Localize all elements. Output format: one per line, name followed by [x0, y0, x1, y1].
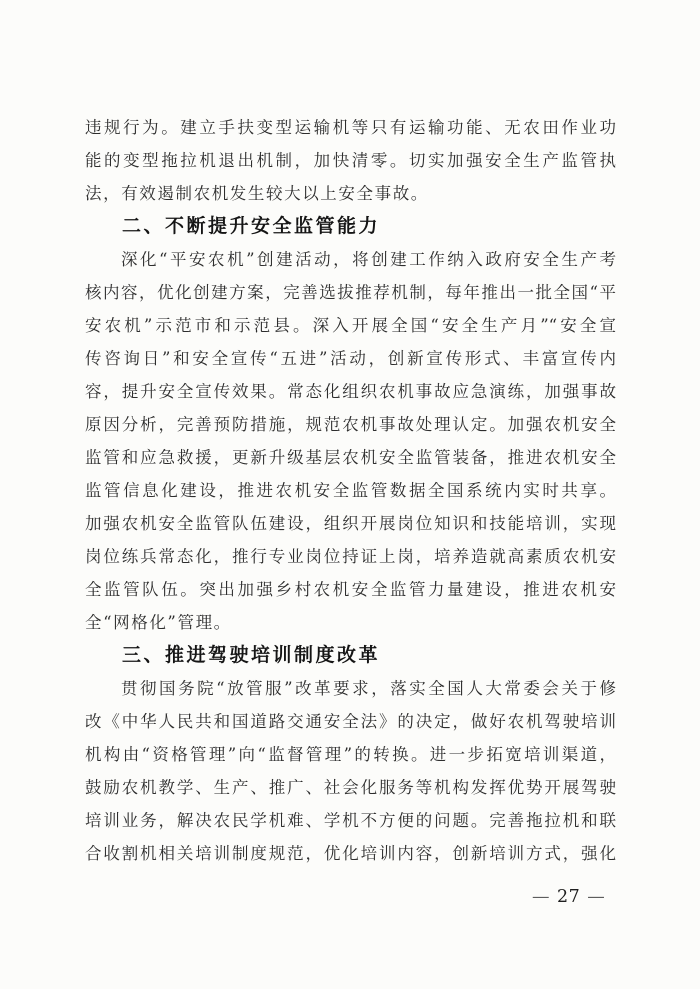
body-line: 监管信息化建设，推进农机安全监管数据全国系统内实时共享。 [85, 481, 616, 500]
heading-section-2: 二、不断提升安全监管能力 [122, 215, 381, 237]
body-line: 法，有效遏制农机发生较大以上安全事故。 [85, 184, 429, 203]
body-line: 深化“平安农机”创建活动，将创建工作纳入政府安全生产考 [121, 250, 616, 269]
footer-left-dash: — [532, 887, 550, 907]
page-footer [528, 885, 609, 909]
page-body [85, 111, 616, 870]
body-line: 岗位练兵常态化，推行专业岗位持证上岗，培养造就高素质农机安 [85, 547, 616, 566]
body-line: 加强农机安全监管队伍建设，组织开展岗位知识和技能培训，实现 [85, 514, 616, 533]
body-line: 贯彻国务院“放管服”改革要求，落实全国人大常委会关于修 [121, 679, 616, 698]
body-line: 违规行为。建立手扶变型运输机等只有运输功能、无农田作业功 [85, 118, 616, 137]
body-line: 能的变型拖拉机退出机制，加快清零。切实加强安全生产监管执 [85, 151, 616, 170]
body-line: 全“网格化”管理。 [85, 613, 232, 632]
body-line: 容，提升安全宣传效果。常态化组织农机事故应急演练，加强事故 [85, 382, 616, 401]
body-line: 培训业务，解决农民学机难、学机不方便的问题。完善拖拉机和联 [85, 811, 616, 830]
heading-section-3: 三、推进驾驶培训制度改革 [122, 644, 381, 666]
page-number: 27 [557, 887, 581, 907]
body-line: 监管和应急救援，更新升级基层农机安全监管装备，推进农机安全 [85, 448, 616, 467]
body-line: 机构由“资格管理”向“监督管理”的转换。进一步拓宽培训渠道， [85, 745, 616, 764]
footer-right-dash: — [587, 887, 606, 907]
body-line: 核内容，优化创建方案，完善选拔推荐机制，每年推出一批全国“平 [85, 283, 616, 302]
body-line: 安农机”示范市和示范县。深入开展全国“安全生产月”“安全宣 [85, 316, 616, 335]
body-line: 鼓励农机教学、生产、推广、社会化服务等机构发挥优势开展驾驶 [85, 778, 616, 797]
body-line: 传咨询日”和安全宣传“五进”活动，创新宣传形式、丰富宣传内 [85, 349, 616, 368]
body-line: 改《中华人民共和国道路交通安全法》的决定，做好农机驾驶培训 [85, 712, 616, 731]
body-line: 全监管队伍。突出加强乡村农机安全监管力量建设，推进农机安 [85, 580, 616, 599]
body-line: 合收割机相关培训制度规范，优化培训内容，创新培训方式，强化 [85, 844, 616, 863]
body-line: 原因分析，完善预防措施，规范农机事故处理认定。加强农机安全 [85, 415, 616, 434]
